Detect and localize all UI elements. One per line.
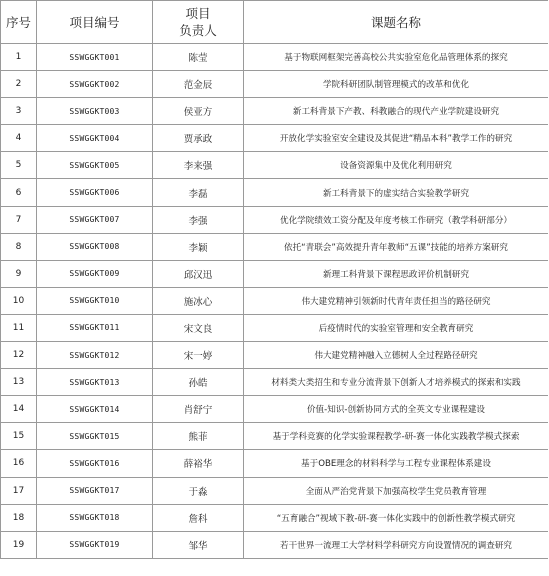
project-code-cell: SSWGGKT014	[37, 396, 153, 423]
table-row	[1, 98, 549, 125]
project-title-cell: 新工科背景下的虚实结合实验教学研究	[244, 179, 549, 206]
header-code: 项目编号	[37, 1, 153, 44]
project-leader-cell: 陈莹	[153, 44, 244, 71]
project-code-cell: SSWGGKT006	[37, 179, 153, 206]
project-code-cell: SSWGGKT016	[37, 450, 153, 477]
project-leader-cell: 贾承政	[153, 125, 244, 152]
row-index-cell: 6	[1, 179, 37, 206]
project-code-cell: SSWGGKT004	[37, 125, 153, 152]
row-index-cell: 13	[1, 369, 37, 396]
row-index-cell: 7	[1, 206, 37, 233]
project-leader-cell: 李强	[153, 206, 244, 233]
project-leader-cell: 邹华	[153, 531, 244, 558]
project-title-cell: 依托“青联会”高效提升青年教师“五课”技能的培养方案研究	[244, 233, 549, 260]
project-title-cell: “五育融合”视域下教-研-赛一体化实践中的创新性教学模式研究	[244, 504, 549, 531]
project-title-cell: 新工科背景下产教、科教融合的现代产业学院建设研究	[244, 98, 549, 125]
project-title-cell: 基于物联网框架完善高校公共实验室危化品管理体系的探究	[244, 44, 549, 71]
table-row	[1, 260, 549, 287]
table-row	[1, 233, 549, 260]
project-leader-cell: 侯亚方	[153, 98, 244, 125]
table-row	[1, 369, 549, 396]
table-row	[1, 396, 549, 423]
project-title-cell: 全面从严治党背景下加强高校学生党员教育管理	[244, 477, 549, 504]
project-code-cell: SSWGGKT010	[37, 287, 153, 314]
project-code-cell: SSWGGKT011	[37, 314, 153, 341]
project-code-cell: SSWGGKT008	[37, 233, 153, 260]
project-leader-cell: 范金辰	[153, 71, 244, 98]
project-title-cell: 基于OBE理念的材料科学与工程专业课程体系建设	[244, 450, 549, 477]
table-row	[1, 477, 549, 504]
row-index-cell: 9	[1, 260, 37, 287]
table-row	[1, 342, 549, 369]
project-title-cell: 若干世界一流理工大学材料学科研究方向设置情况的调查研究	[244, 531, 549, 558]
header-leader-line2: 负责人	[179, 23, 217, 38]
project-code-cell: SSWGGKT017	[37, 477, 153, 504]
project-code-cell: SSWGGKT009	[37, 260, 153, 287]
project-leader-cell: 熊菲	[153, 423, 244, 450]
project-code-cell: SSWGGKT018	[37, 504, 153, 531]
project-leader-cell: 肖舒宁	[153, 396, 244, 423]
project-leader-cell: 孙皓	[153, 369, 244, 396]
project-leader-cell: 施冰心	[153, 287, 244, 314]
project-leader-cell: 宋一婷	[153, 342, 244, 369]
project-title-cell: 伟大建党精神引领新时代青年责任担当的路径研究	[244, 287, 549, 314]
header-row	[1, 1, 549, 44]
project-title-cell: 开放化学实验室安全建设及其促进“精品本科”教学工作的研究	[244, 125, 549, 152]
project-code-cell: SSWGGKT007	[37, 206, 153, 233]
table-row	[1, 44, 549, 71]
project-code-cell: SSWGGKT012	[37, 342, 153, 369]
table-row	[1, 206, 549, 233]
header-index: 序号	[1, 1, 37, 44]
project-title-cell: 伟大建党精神融入立德树人全过程路径研究	[244, 342, 549, 369]
project-code-cell: SSWGGKT005	[37, 152, 153, 179]
project-code-cell: SSWGGKT013	[37, 369, 153, 396]
project-leader-cell: 邱汉迅	[153, 260, 244, 287]
table-row	[1, 504, 549, 531]
table-row	[1, 179, 549, 206]
project-leader-cell: 宋文良	[153, 314, 244, 341]
table-row	[1, 152, 549, 179]
table-row	[1, 531, 549, 558]
project-leader-cell: 薛裕华	[153, 450, 244, 477]
row-index-cell: 17	[1, 477, 37, 504]
project-title-cell: 新理工科背景下课程思政评价机制研究	[244, 260, 549, 287]
table-row	[1, 287, 549, 314]
project-leader-cell: 李颖	[153, 233, 244, 260]
row-index-cell: 3	[1, 98, 37, 125]
project-title-cell: 基于学科竞赛的化学实验课程教学-研-赛一体化实践教学模式探索	[244, 423, 549, 450]
project-code-cell: SSWGGKT019	[37, 531, 153, 558]
project-title-cell: 后疫情时代的实验室管理和安全教育研究	[244, 314, 549, 341]
project-title-cell: 学院科研团队制管理模式的改革和优化	[244, 71, 549, 98]
header-leader-line1: 项目	[185, 6, 211, 21]
project-leader-cell: 詹科	[153, 504, 244, 531]
header-leader	[153, 1, 244, 44]
project-leader-cell: 李来强	[153, 152, 244, 179]
project-title-cell: 设备资源集中及优化利用研究	[244, 152, 549, 179]
row-index-cell: 4	[1, 125, 37, 152]
row-index-cell: 12	[1, 342, 37, 369]
row-index-cell: 5	[1, 152, 37, 179]
table-row	[1, 314, 549, 341]
table-row	[1, 125, 549, 152]
row-index-cell: 2	[1, 71, 37, 98]
header-title: 课题名称	[244, 1, 549, 44]
project-code-cell: SSWGGKT002	[37, 71, 153, 98]
row-index-cell: 18	[1, 504, 37, 531]
project-title-cell: 材料类大类招生和专业分流背景下创新人才培养模式的探索和实践	[244, 369, 549, 396]
project-code-cell: SSWGGKT015	[37, 423, 153, 450]
row-index-cell: 14	[1, 396, 37, 423]
row-index-cell: 8	[1, 233, 37, 260]
project-code-cell: SSWGGKT001	[37, 44, 153, 71]
row-index-cell: 16	[1, 450, 37, 477]
table-row	[1, 423, 549, 450]
row-index-cell: 10	[1, 287, 37, 314]
row-index-cell: 1	[1, 44, 37, 71]
project-leader-cell: 于淼	[153, 477, 244, 504]
table-row	[1, 450, 549, 477]
table-row	[1, 71, 549, 98]
project-title-cell: 优化学院绩效工资分配及年度考核工作研究（教学科研部分）	[244, 206, 549, 233]
project-title-cell: 价值-知识-创新协同方式的全英文专业课程建设	[244, 396, 549, 423]
project-code-cell: SSWGGKT003	[37, 98, 153, 125]
project-leader-cell: 李磊	[153, 179, 244, 206]
row-index-cell: 19	[1, 531, 37, 558]
row-index-cell: 11	[1, 314, 37, 341]
row-index-cell: 15	[1, 423, 37, 450]
